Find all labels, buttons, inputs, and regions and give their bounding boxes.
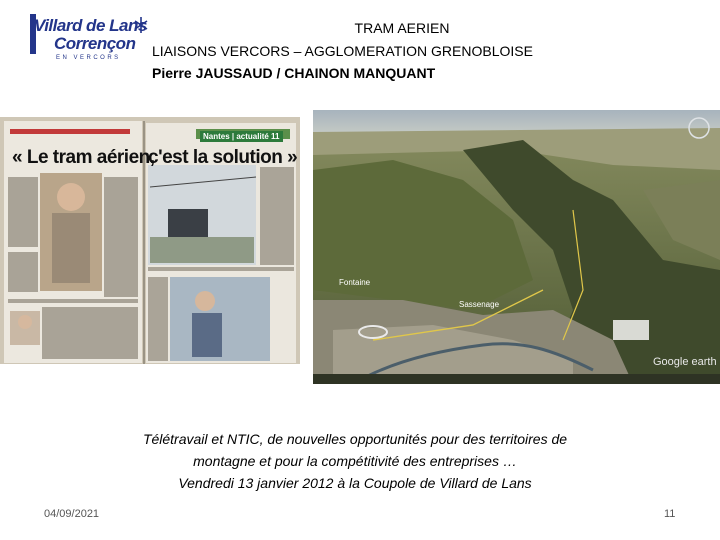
slide-title: TRAM AERIEN (354, 20, 450, 36)
slide-caption (90, 428, 620, 494)
slide-date: 04/09/2021 (44, 508, 100, 520)
newspaper-photo (0, 117, 300, 364)
slide-page-number: 11 (664, 508, 676, 520)
newspaper-page-tag: Nantes | actualité 11 (200, 131, 283, 142)
google-earth-view (313, 110, 720, 384)
villard-de-lans-logo (30, 14, 148, 66)
logo-line-2: Corrençon (54, 34, 136, 53)
caption-line-2: montagne et pour la compétitivité des entreprises … (193, 453, 517, 469)
caption-line-3: Vendredi 13 janvier 2012 à la Coupole de Villard de Lans (178, 475, 532, 491)
newspaper-headline-left: « Le tram aérien, (12, 147, 155, 168)
label-sassenage: Sassenage (459, 300, 500, 309)
terrain-illustration (313, 110, 720, 384)
caption-line-1: Télétravail et NTIC, de nouvelles opportunités pour des territoires de (142, 431, 568, 447)
slide-subtitle: LIAISONS VERCORS – AGGLOMERATION GRENOBLOISE (152, 43, 533, 59)
snowflake-icon (134, 16, 148, 34)
slide-author: Pierre JAUSSAUD / CHAINON MANQUANT (152, 65, 436, 81)
newspaper-headline-right: c'est la solution » (148, 147, 298, 168)
label-fontaine: Fontaine (339, 278, 371, 287)
google-earth-watermark: Google earth (653, 356, 717, 368)
logo-line-1: Villard de Lans (34, 16, 147, 35)
logo-line-3: EN VERCORS (56, 55, 121, 61)
